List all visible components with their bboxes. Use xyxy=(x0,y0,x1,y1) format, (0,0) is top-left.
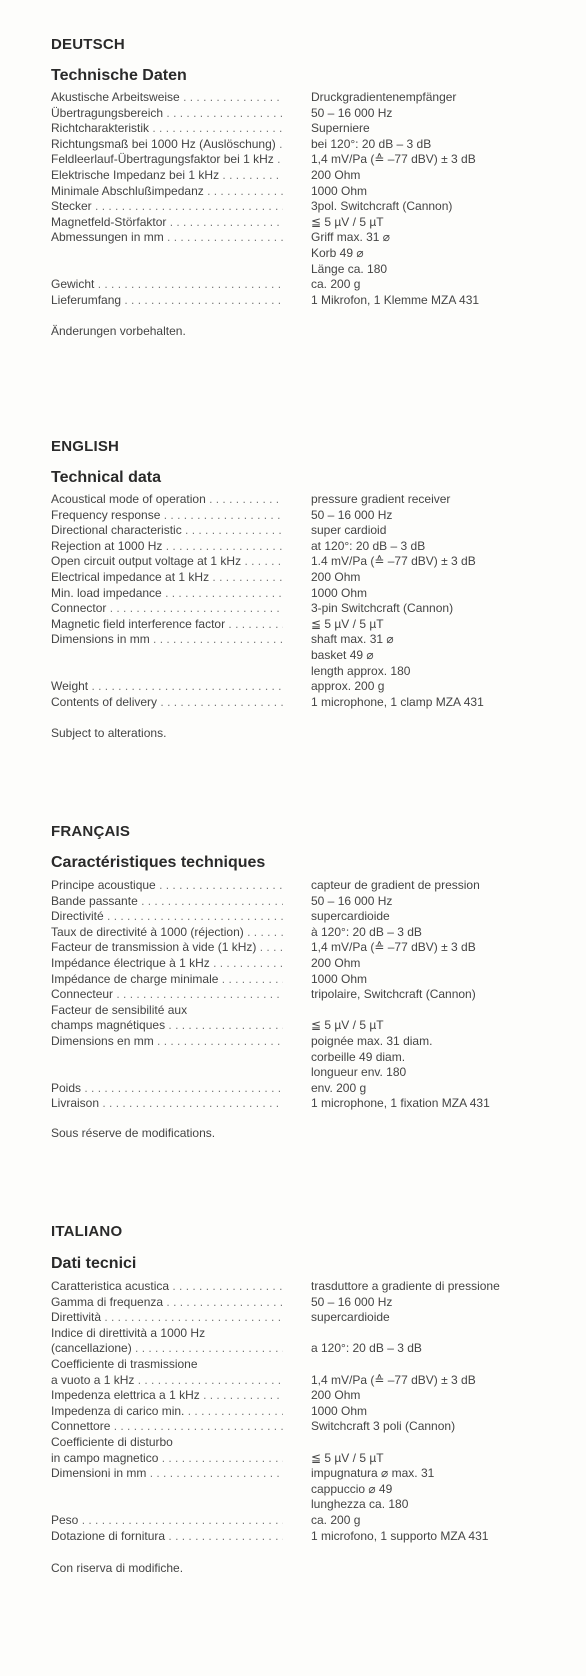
spec-label: (cancellazione) . . . xyxy=(51,1341,283,1357)
spec-label: Indice di direttività a 1000 Hz xyxy=(51,1325,206,1340)
spec-label: Directional characteristic . . . xyxy=(51,523,283,539)
section-heading-deutsch: DEUTSCH xyxy=(51,36,125,53)
spec-label: Bande passante . . . xyxy=(51,894,283,910)
spec-value: pressure gradient receiver xyxy=(311,492,451,506)
spec-label: Poids . . . xyxy=(51,1081,283,1097)
spec-value: approx. 200 g xyxy=(311,679,385,694)
spec-value: ≦ 5 µV / 5 µT xyxy=(311,616,384,631)
spec-label: Gamma di frequenza . . . xyxy=(51,1295,283,1311)
spec-value: 3pol. Switchcraft (Cannon) xyxy=(311,199,453,214)
spec-value: env. 200 g xyxy=(311,1080,367,1095)
spec-label: Coefficiente di disturbo xyxy=(51,1435,173,1449)
section-title-francais: Caractéristiques techniques xyxy=(51,854,266,871)
spec-label: Dimensioni in mm . . . xyxy=(51,1466,283,1482)
spec-value: trasduttore a gradiente di pressione xyxy=(311,1279,500,1293)
spec-label: Übertragungsbereich . . . xyxy=(51,106,283,122)
spec-value: 1,4 mV/Pa (≙ –77 dBV) ± 3 dB xyxy=(311,940,476,955)
spec-value: ≦ 5 µV / 5 µT xyxy=(311,1450,384,1465)
spec-value: tripolaire, Switchcraft (Cannon) xyxy=(311,987,476,1002)
spec-label: Facteur de sensibilité aux xyxy=(51,1002,188,1017)
spec-label: Contents of delivery . . . xyxy=(51,695,283,711)
section-title-english: Technical data xyxy=(51,469,161,486)
spec-value: 50 – 16 000 Hz xyxy=(311,105,393,120)
spec-label: Principe acoustique . . . xyxy=(51,878,283,894)
spec-label: Dimensions en mm . . . xyxy=(51,1034,283,1050)
spec-label: Weight . . . xyxy=(51,679,283,695)
spec-label: Lieferumfang . . . xyxy=(51,293,283,309)
spec-value: ca. 200 g xyxy=(311,277,361,292)
spec-label: Livraison . . . xyxy=(51,1096,283,1112)
note-english: Subject to alterations. xyxy=(51,726,167,740)
spec-value: 50 – 16 000 Hz xyxy=(311,507,393,522)
spec-value: cappuccio ⌀ 49 xyxy=(311,1481,393,1496)
spec-label: Caratteristica acustica . . . xyxy=(51,1279,283,1295)
spec-value: shaft max. 31 ⌀ xyxy=(311,632,394,647)
spec-value: 3-pin Switchcraft (Cannon) xyxy=(311,601,454,616)
spec-value: corbeille 49 diam. xyxy=(311,1049,406,1064)
spec-value: Switchcraft 3 poli (Cannon) xyxy=(311,1419,456,1434)
spec-label: Magnetic field interference factor . . . xyxy=(51,617,283,633)
spec-label: Peso . . . xyxy=(51,1513,283,1529)
section-title-deutsch: Technische Daten xyxy=(51,67,187,84)
spec-label: Open circuit output voltage at 1 kHz . . . xyxy=(51,554,283,570)
spec-value: Griff max. 31 ⌀ xyxy=(311,230,391,245)
spec-value: longueur env. 180 xyxy=(311,1065,407,1080)
note-deutsch: Änderungen vorbehalten. xyxy=(51,324,186,338)
spec-label: Dotazione di fornitura . . . xyxy=(51,1529,283,1545)
spec-value: 200 Ohm xyxy=(311,1388,361,1403)
spec-label: Richtungsmaß bei 1000 Hz (Auslöschung) . . . xyxy=(51,137,283,153)
spec-label: Acoustical mode of operation . . . xyxy=(51,492,283,508)
spec-label: Akustische Arbeitsweise . . . xyxy=(51,90,283,106)
spec-value: 1000 Ohm xyxy=(311,585,368,600)
spec-value: supercardioide xyxy=(311,909,390,924)
spec-value: impugnatura ⌀ max. 31 xyxy=(311,1466,435,1481)
spec-value: 1000 Ohm xyxy=(311,183,368,198)
spec-label: Direttività . . . xyxy=(51,1310,283,1326)
spec-value: bei 120°: 20 dB – 3 dB xyxy=(311,136,432,151)
spec-value: Korb 49 ⌀ xyxy=(311,246,364,260)
spec-label: Coefficiente di trasmissione xyxy=(51,1357,198,1371)
spec-value: 1.4 mV/Pa (≙ –77 dBV) ± 3 dB xyxy=(311,554,476,569)
spec-value: lunghezza ca. 180 xyxy=(311,1497,409,1512)
spec-value: 1 microfono, 1 supporto MZA 431 xyxy=(311,1528,489,1543)
spec-label: Minimale Abschlußimpedanz . . . xyxy=(51,184,283,200)
spec-label: Electrical impedance at 1 kHz . . . xyxy=(51,570,283,586)
spec-label: Impédance de charge minimale . . . xyxy=(51,972,283,988)
spec-label: Magnetfeld-Störfaktor . . . xyxy=(51,215,283,231)
spec-value: 1000 Ohm xyxy=(311,1403,368,1418)
spec-value: 50 – 16 000 Hz xyxy=(311,1294,393,1309)
spec-value: 1 microphone, 1 fixation MZA 431 xyxy=(311,1096,490,1111)
spec-label: Taux de directivité à 1000 (réjection) . . . xyxy=(51,925,283,941)
note-francais: Sous réserve de modifications. xyxy=(51,1126,216,1140)
spec-label: Impédance électrique à 1 kHz . . . xyxy=(51,956,283,972)
spec-label: Min. load impedance . . . xyxy=(51,586,283,602)
spec-value: 1,4 mV/Pa (≙ –77 dBV) ± 3 dB xyxy=(311,152,476,167)
spec-value: 200 Ohm xyxy=(311,168,361,182)
spec-label: Abmessungen in mm . . . xyxy=(51,230,283,246)
spec-label: Connecteur . . . xyxy=(51,987,283,1003)
note-italiano: Con riserva di modifiche. xyxy=(51,1561,184,1575)
spec-value: ≦ 5 µV / 5 µT xyxy=(311,214,384,229)
spec-value: 1 microphone, 1 clamp MZA 431 xyxy=(311,694,484,709)
spec-label: Connector . . . xyxy=(51,601,283,617)
spec-label: Richtcharakteristik . . . xyxy=(51,121,283,137)
spec-label: Stecker . . . xyxy=(51,199,283,215)
section-heading-francais: FRANÇAIS xyxy=(51,823,131,840)
spec-value: 200 Ohm xyxy=(311,956,361,970)
spec-label: a vuoto a 1 kHz . . . xyxy=(51,1373,283,1389)
spec-value: super cardioid xyxy=(311,523,387,538)
spec-label: Elektrische Impedanz bei 1 kHz . . . xyxy=(51,168,283,184)
section-heading-italiano: ITALIANO xyxy=(51,1223,123,1240)
section-title-italiano: Dati tecnici xyxy=(51,1255,137,1272)
spec-label: Connettore . . . xyxy=(51,1419,283,1435)
spec-value: supercardioide xyxy=(311,1310,390,1325)
spec-value: capteur de gradient de pression xyxy=(311,878,480,892)
spec-value: Superniere xyxy=(311,121,370,136)
spec-label: in campo magnetico . . . xyxy=(51,1451,283,1467)
spec-label: Facteur de transmission à vide (1 kHz) . . . xyxy=(51,940,283,956)
spec-value: 1,4 mV/Pa (≙ –77 dBV) ± 3 dB xyxy=(311,1372,476,1387)
spec-label: Dimensions in mm . . . xyxy=(51,632,283,648)
spec-value: basket 49 ⌀ xyxy=(311,648,374,662)
spec-value: ca. 200 g xyxy=(311,1513,361,1527)
spec-value: Länge ca. 180 xyxy=(311,261,388,276)
spec-value: at 120°: 20 dB – 3 dB xyxy=(311,538,426,553)
spec-value: poignée max. 31 diam. xyxy=(311,1034,433,1048)
spec-label: Directivité . . . xyxy=(51,909,283,925)
spec-label: Feldleerlauf-Übertragungsfaktor bei 1 kHz . . . xyxy=(51,152,283,168)
spec-label: champs magnétiques . . . xyxy=(51,1018,283,1034)
spec-value: Druckgradientenempfänger xyxy=(311,90,457,104)
spec-value: 1000 Ohm xyxy=(311,971,368,986)
spec-value: à 120°: 20 dB – 3 dB xyxy=(311,924,422,939)
spec-value: ≦ 5 µV / 5 µT xyxy=(311,1018,384,1033)
spec-value: 50 – 16 000 Hz xyxy=(311,893,393,908)
spec-label: Frequency response . . . xyxy=(51,508,283,524)
spec-label: Impedenza di carico min. . . . xyxy=(51,1404,283,1420)
section-heading-english: ENGLISH xyxy=(51,438,120,455)
spec-label: Rejection at 1000 Hz . . . xyxy=(51,539,283,555)
spec-value: length approx. 180 xyxy=(311,663,411,678)
spec-value: 200 Ohm xyxy=(311,570,361,584)
spec-value: a 120°: 20 dB – 3 dB xyxy=(311,1341,422,1356)
spec-value: 1 Mikrofon, 1 Klemme MZA 431 xyxy=(311,292,480,307)
spec-label: Impedenza elettrica a 1 kHz . . . xyxy=(51,1388,283,1404)
spec-label: Gewicht . . . xyxy=(51,277,283,293)
